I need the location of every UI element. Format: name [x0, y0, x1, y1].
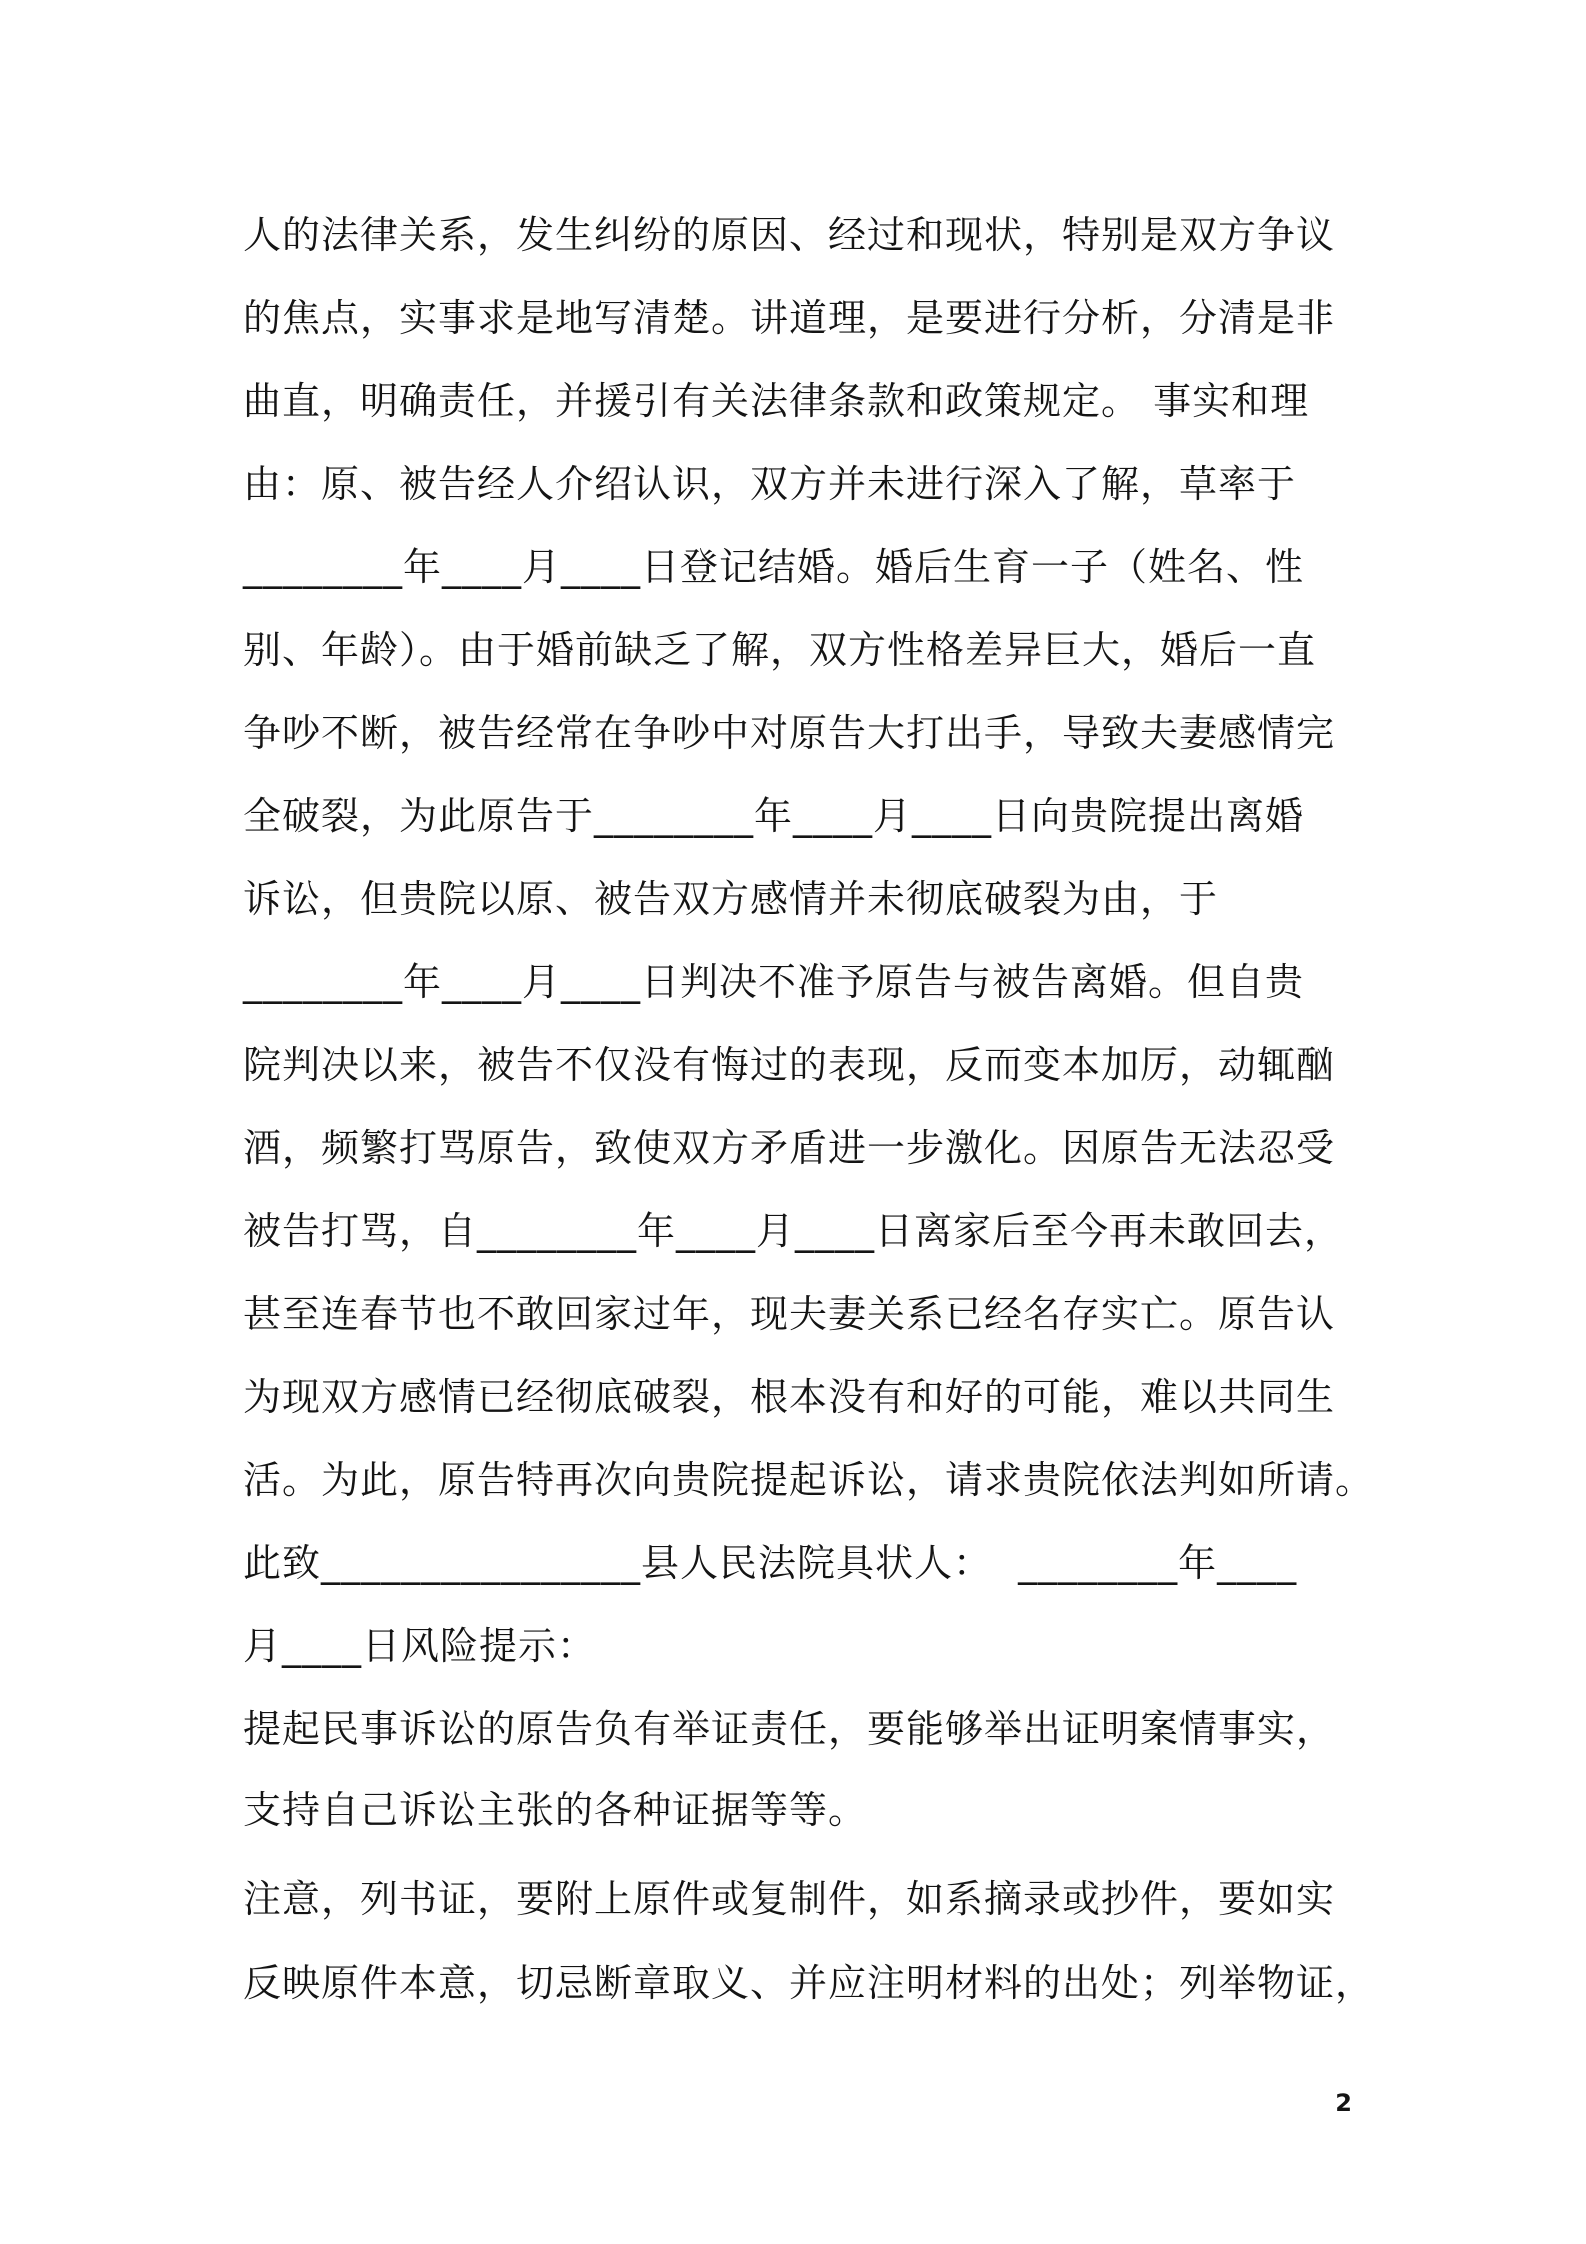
text-line: 别、年龄）。由于婚前缺乏了解，双方性格差异巨大，婚后一直: [243, 628, 1317, 672]
text-line: ________年____月____日判决不准予原告与被告离婚。但自贵: [243, 960, 1305, 1004]
text-line: 月____日风险提示：: [243, 1624, 597, 1668]
text-line: 全破裂，为此原告于________年____月____日向贵院提出离婚: [243, 794, 1305, 838]
text-line: 酒，频繁打骂原告，致使双方矛盾进一步激化。因原告无法忍受: [243, 1126, 1336, 1170]
text-line: 甚至连春节也不敢回家过年，现夫妻关系已经名存实亡。原告认: [243, 1292, 1336, 1336]
text-line: 的焦点，实事求是地写清楚。讲道理，是要进行分析，分清是非: [243, 296, 1336, 340]
text-line: 注意，列书证，要附上原件或复制件，如系摘录或抄件，要如实: [243, 1877, 1336, 1921]
text-line: 争吵不断，被告经常在争吵中对原告大打出手，导致夫妻感情完: [243, 711, 1336, 755]
text-line: ________年____月____日登记结婚。婚后生育一子（姓名、性: [243, 545, 1305, 589]
page-number: 2: [1335, 2089, 1352, 2117]
text-line: 被告打骂，自________年____月____日离家后至今再未敢回去，: [243, 1209, 1344, 1253]
text-line: 院判决以来，被告不仅没有悔过的表现，反而变本加厉，动辄酗: [243, 1043, 1336, 1087]
text-line: 提起民事诉讼的原告负有举证责任，要能够举出证明案情事实，: [243, 1707, 1336, 1751]
text-line: 诉讼，但贵院以原、被告双方感情并未彻底破裂为由，于: [243, 877, 1219, 921]
text-line: 此致________________县人民法院具状人： ________年____: [243, 1541, 1298, 1585]
text-line: 人的法律关系，发生纠纷的原因、经过和现状，特别是双方争议: [243, 213, 1336, 257]
text-line: 支持自己诉讼主张的各种证据等等。: [243, 1788, 868, 1832]
text-line: 由：原、被告经人介绍认识，双方并未进行深入了解，草率于: [243, 462, 1297, 506]
text-line: 反映原件本意，切忌断章取义、并应注明材料的出处；列举物证，: [243, 1961, 1375, 2005]
text-line: 曲直，明确责任，并援引有关法律条款和政策规定。 事实和理: [243, 379, 1310, 423]
text-line: 活。为此，原告特再次向贵院提起诉讼，请求贵院依法判如所请。: [243, 1458, 1375, 1502]
text-line: 为现双方感情已经彻底破裂，根本没有和好的可能，难以共同生: [243, 1375, 1336, 1419]
